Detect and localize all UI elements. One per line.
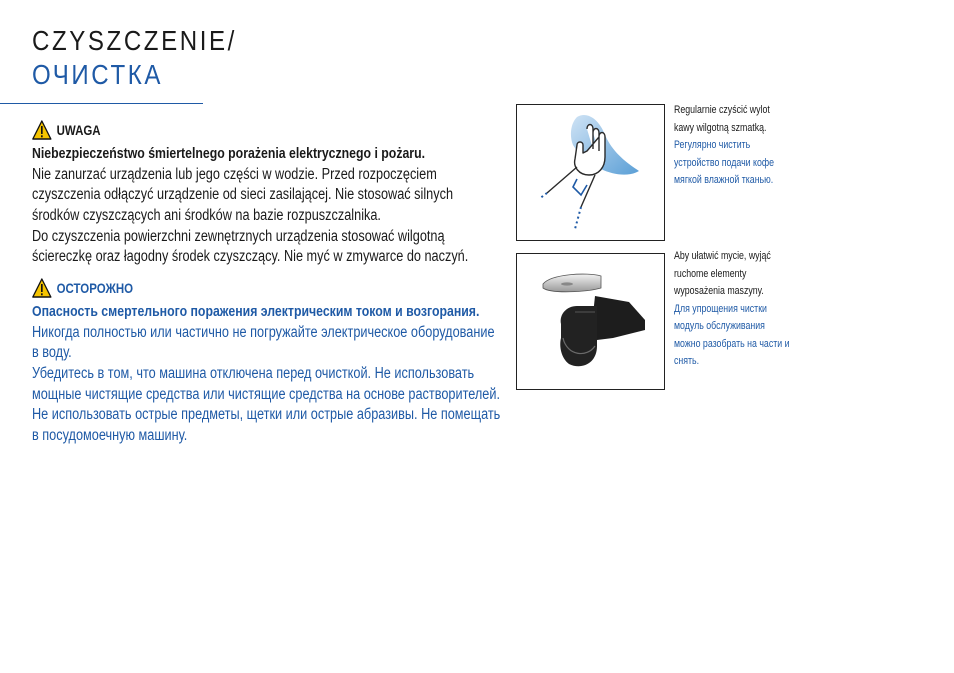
caption-pl: Regularnie czyścić wylot kawy wilgotną szmatką. xyxy=(674,104,770,134)
figure-caption-1 xyxy=(674,102,790,190)
page-title-pl: CZYSZCZENIE/ xyxy=(32,25,237,56)
warning-headline-ru: Опасность смертельного поражения электрическим током и возгорания. xyxy=(32,303,480,321)
page-title-ru: ОЧИСТКА xyxy=(32,59,164,90)
warning-header-ru xyxy=(32,276,502,300)
caption-pl: Aby ułatwić mycie, wyjąć ruchome elementy wyposażenia maszyny. xyxy=(674,250,771,297)
warning-header-pl xyxy=(32,118,502,142)
warning-headline-pl: Niebezpieczeństwo śmiertelnego porażenia elektrycznego i pożaru. xyxy=(32,145,426,162)
warning-triangle-icon xyxy=(32,278,52,298)
warning-label-pl: UWAGA xyxy=(56,121,101,138)
warning-body-pl-1: Nie zanurzać urządzenia lub jego części w wodzie. Przed rozpoczęciem czyszczenia odłączyć urządzenie od sieci zasilającej. Nie stosować silnych środków czyszczących ani środków na bazie rozpuszczalnika. xyxy=(32,165,454,224)
title-underline xyxy=(0,103,203,104)
warning-body-ru-1: Никогда полностью или частично не погружайте электрическое оборудование в воду. xyxy=(32,323,495,362)
caption-ru: Регулярно чистить устройство подачи кофе мягкой влажной тканью. xyxy=(674,139,775,186)
page-title xyxy=(32,24,237,92)
figure-wipe-spout xyxy=(516,104,665,241)
figure-caption-2 xyxy=(674,248,790,371)
figure-removable-parts xyxy=(516,253,665,390)
hand-wiping-cloth-illustration xyxy=(517,105,664,240)
warnings-column xyxy=(32,118,502,447)
warning-body-pl-2: Do czyszczenia powierzchni zewnętrznych urządzenia stosować wilgotną ściereczkę oraz łagodny środek czyszczący. Nie myć w zmywarce do naczyń. xyxy=(32,227,469,266)
warning-body-ru-2: Убедитесь в том, что машина отключена перед очисткой. Не использовать мощные чистящие средства или чистящие средства на основе растворителей. Не использовать острые предметы, щетки или острые абразивы. Не помещать в посудомоечную машину. xyxy=(32,364,501,445)
caption-ru: Для упрощения чистки модуль обслуживания можно разобрать на части и снять. xyxy=(674,302,790,367)
warning-triangle-icon xyxy=(32,120,52,140)
warning-label-ru: ОСТОРОЖНО xyxy=(56,279,134,296)
removable-parts-illustration xyxy=(517,254,664,389)
